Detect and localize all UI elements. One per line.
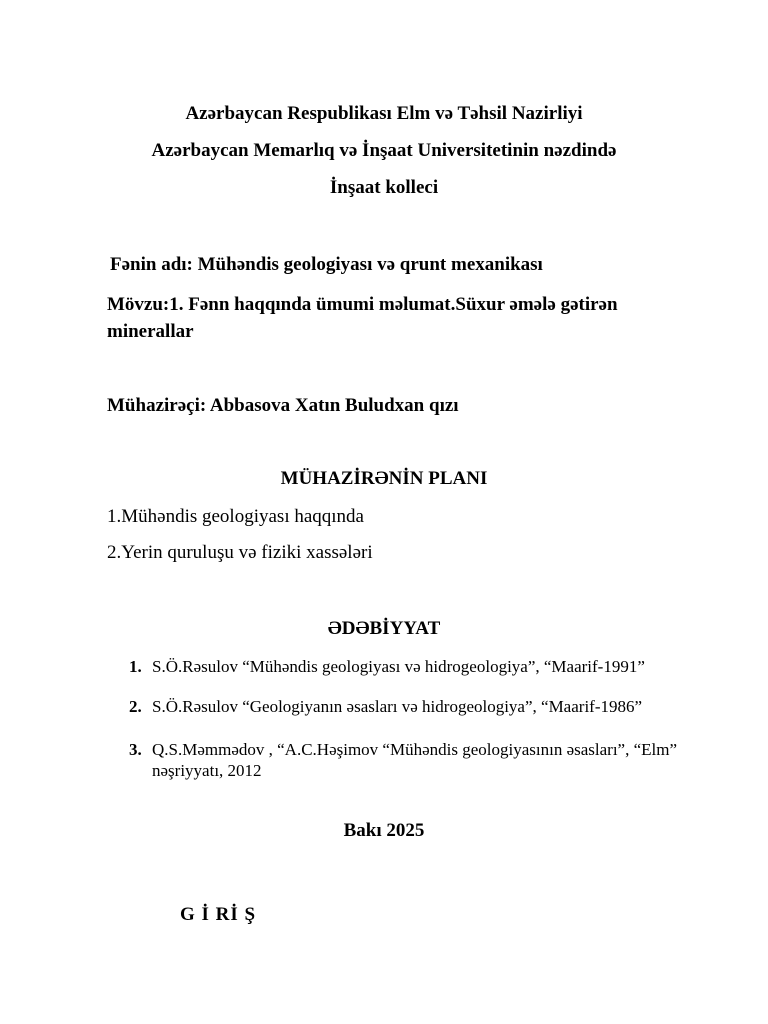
topic-line-1: Mövzu:1. Fənn haqqında ümumi məlumat.Süxur əmələ gətirən: [107, 294, 618, 315]
subject-line: Fənin adı: Mühəndis geologiyası və qrunt mexanikası: [110, 254, 543, 275]
plan-item: 1.Mühəndis geologiyası haqqında: [107, 506, 364, 527]
literature-item-text: S.Ö.Rəsulov “Mühəndis geologiyası və hidrogeologiya”, “Maarif-1991”: [152, 657, 645, 676]
literature-item-number: 1.: [129, 657, 142, 676]
lecturer-line: Mühazirəçi: Abbasova Xatın Buludxan qızı: [107, 395, 459, 416]
city-year: Bakı 2025: [343, 820, 425, 841]
literature-item: [129, 696, 729, 718]
literature-item: [129, 656, 729, 678]
ministry-title: Azərbaycan Respublikası Elm və Təhsil Nazirliyi: [185, 103, 583, 124]
plan-heading: MÜHAZİRƏNİN PLANI: [280, 468, 488, 489]
university-title: Azərbaycan Memarlıq və İnşaat Universitetinin nəzdində: [151, 140, 617, 161]
literature-item-text: Q.S.Məmmədov , “A.C.Həşimov “Mühəndis geologiyasının əsasları”, “Elm” nəşriyyatı, 2012: [152, 740, 678, 780]
introduction-heading: G İ Rİ Ş: [180, 904, 257, 925]
literature-item-number: 2.: [129, 697, 142, 716]
plan-item: 2.Yerin quruluşu və fiziki xassələri: [107, 542, 373, 563]
topic-line-2: minerallar: [107, 321, 194, 342]
literature-item-number: 3.: [129, 740, 142, 759]
college-title: İnşaat kolleci: [329, 177, 439, 198]
literature-item-text: S.Ö.Rəsulov “Geologiyanın əsasları və hidrogeologiya”, “Maarif-1986”: [152, 697, 643, 716]
literature-heading: ƏDƏBİYYAT: [327, 618, 441, 639]
literature-item: [129, 739, 729, 783]
